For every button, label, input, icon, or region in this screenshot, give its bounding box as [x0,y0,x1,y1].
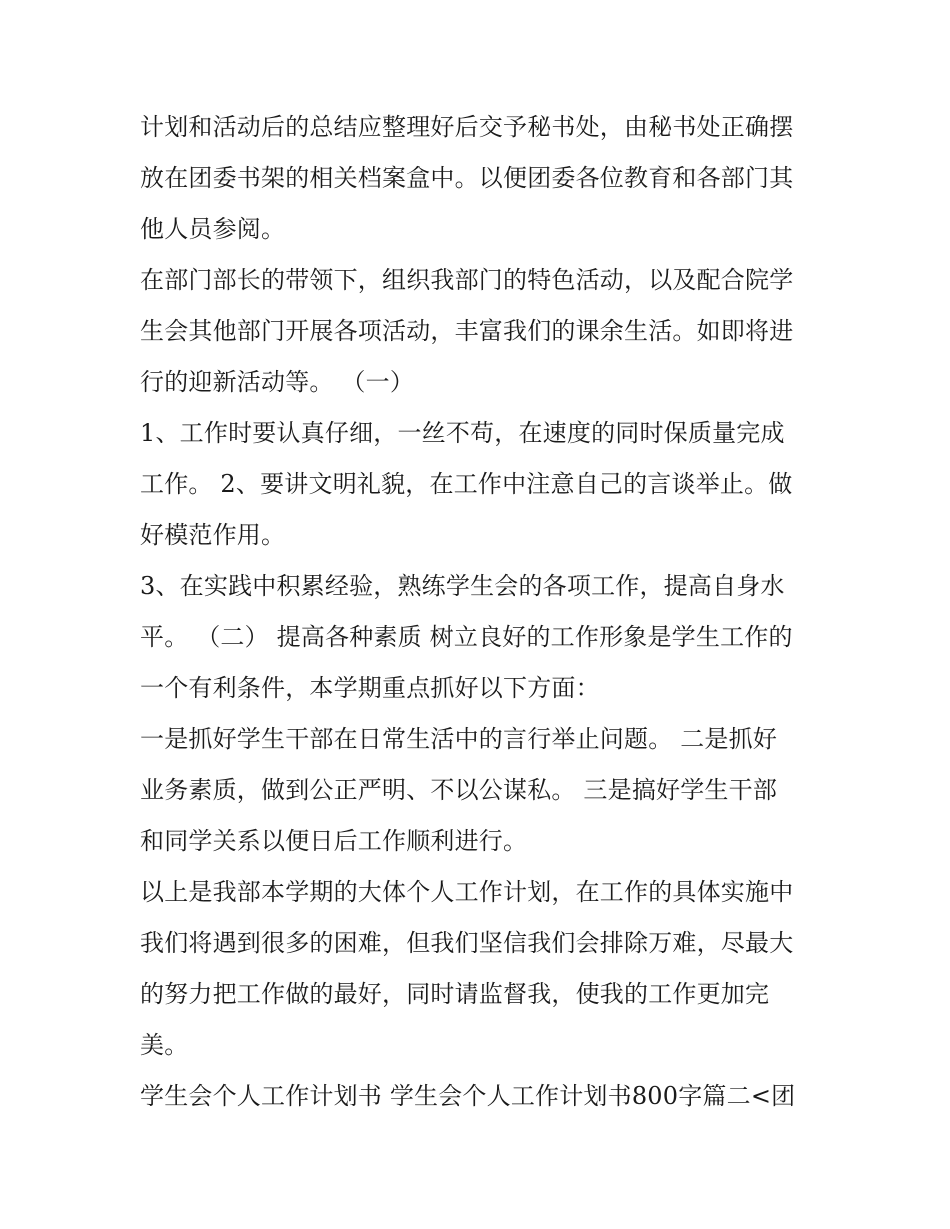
text-line: 平。 （二） 提高各种素质 树立良好的工作形象是学生工作的 [140,623,793,651]
text-line: 一是抓好学生干部在日常生活中的言行举止问题。 二是抓好 [140,725,778,753]
text-line: 学生会个人工作计划书 学生会个人工作计划书800字篇二<团 [140,1082,796,1110]
text-line: 我们将遇到很多的困难，但我们坚信我们会排除万难，尽最大 [140,929,794,957]
text-line: 美。 [140,1031,189,1059]
text-line: 好模范作用。 [140,521,286,549]
text-line: 的努力把工作做的最好，同时请监督我，使我的工作更加完 [140,980,770,1008]
text-line: 业务素质，做到公正严明、不以公谋私。 三是搞好学生干部 [140,776,778,804]
text-line: 计划和活动后的总结应整理好后交予秘书处，由秘书处正确摆 [140,113,794,141]
text-line: 放在团委书架的相关档案盒中。以便团委各位教育和各部门其 [140,164,794,192]
text-line: 一个有利条件，本学期重点抓好以下方面： [140,674,600,702]
text-line: 以上是我部本学期的大体个人工作计划，在工作的具体实施中 [140,878,794,906]
text-line: 行的迎新活动等。 （一） [140,368,415,396]
text-line: 1、工作时要认真仔细，一丝不苟，在速度的同时保质量完成 [140,419,785,447]
text-line: 3、在实践中积累经验，熟练学生会的各项工作，提高自身水 [140,572,785,600]
text-line: 他人员参阅。 [140,215,286,243]
document-body [140,102,820,1122]
text-line: 工作。 2、要讲文明礼貌，在工作中注意自己的言谈举止。做 [140,470,793,498]
text-line: 生会其他部门开展各项活动，丰富我们的课余生活。如即将进 [140,317,794,345]
text-line: 和同学关系以便日后工作顺利进行。 [140,827,528,855]
text-line: 在部门部长的带领下，组织我部门的特色活动，以及配合院学 [140,266,794,294]
